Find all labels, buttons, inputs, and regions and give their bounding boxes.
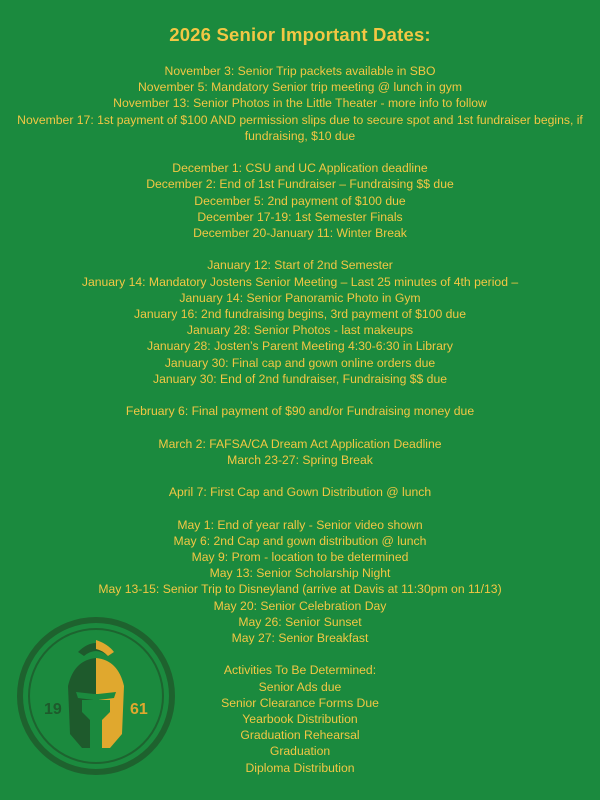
date-entry: May 13: Senior Scholarship Night [209,566,391,581]
date-entry: November 3: Senior Trip packets available in SBO [164,64,436,78]
section-spacer [0,241,600,257]
date-entry: January 14: Senior Panoramic Photo in Gym [179,290,421,305]
date-entry: December 5: 2nd payment of $100 due [194,193,406,208]
date-entry: May 13-15: Senior Trip to Disneyland (arrive at Davis at 11:30pm on 11/13) [98,582,502,597]
date-entry: Diploma Distribution [245,760,355,775]
spartan-helmet-icon [68,640,124,748]
date-entry: May 20: Senior Celebration Day [213,598,387,613]
logo-year-left: 19 [44,701,62,718]
date-entry: December 17-19: 1st Semester Finals [197,209,403,224]
date-entry: November 5: Mandatory Senior trip meeting @ lunch in gym [138,80,462,95]
date-section [0,484,600,500]
date-entry: Senior Ads due [258,679,342,694]
section-spacer [0,500,600,516]
date-entry: January 16: 2nd fundraising begins, 3rd payment of $100 due [133,307,466,322]
date-entry: Graduation [269,744,331,759]
logo-year-right: 61 [130,701,148,718]
date-entry: January 12: Start of 2nd Semester [207,258,393,273]
section-spacer [0,387,600,403]
date-entry: December 2: End of 1st Fundraiser – Fundraising $$ due [146,177,454,192]
date-entry: March 2: FAFSA/CA Dream Act Application Deadline [158,436,442,451]
date-entry: January 28: Senior Photos - last makeups [186,323,414,338]
date-entry: December 1: CSU and UC Application deadline [172,161,428,176]
date-entry: January 30: Final cap and gown online orders due [164,355,436,370]
date-entry: Yearbook Distribution [242,712,358,727]
date-section [0,160,600,241]
date-entry: December 20-January 11: Winter Break [193,226,407,241]
date-entry: January 14: Mandatory Jostens Senior Meeting – Last 25 minutes of 4th period – [81,274,519,289]
date-entry: November 17: 1st payment of $100 AND permission slips due to secure spot and 1st fundraiser begins, if fundraising, $10 due [17,112,583,143]
date-entry: May 6: 2nd Cap and gown distribution @ lunch [173,533,427,548]
date-entry: May 27: Senior Breakfast [231,631,369,646]
date-section [0,63,600,144]
date-entry: Activities To Be Determined: [223,663,377,678]
date-entry: February 6: Final payment of $90 and/or Fundraising money due [125,404,475,419]
page-title: 2026 Senior Important Dates: [169,24,431,45]
date-entry: March 23-27: Spring Break [227,452,373,467]
date-entry: May 26: Senior Sunset [238,614,362,629]
date-entry: April 7: First Cap and Gown Distribution @ lunch [168,485,432,500]
date-section [0,403,600,419]
section-spacer [0,144,600,160]
date-entry: May 9: Prom - location to be determined [191,550,409,564]
school-logo [16,616,176,776]
date-entry: May 1: End of year rally - Senior video shown [177,517,423,532]
date-section [0,257,600,387]
date-section [0,436,600,468]
date-entry: November 13: Senior Photos in the Little Theater - more info to follow [113,96,487,111]
section-spacer [0,468,600,484]
date-entry: January 28: Josten’s Parent Meeting 4:30-6:30 in Library [147,339,453,354]
date-entry: Senior Clearance Forms Due [221,695,379,710]
date-entry: Graduation Rehearsal [240,728,360,743]
date-entry: January 30: End of 2nd fundraiser, Fundraising $$ due [152,371,448,386]
section-spacer [0,419,600,435]
